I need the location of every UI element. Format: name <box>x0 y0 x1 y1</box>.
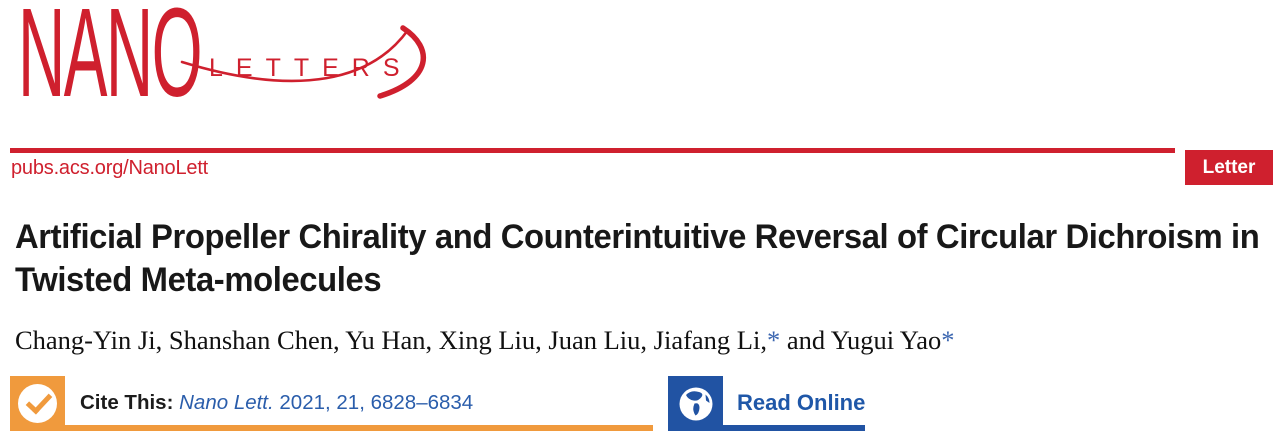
logo-nano-text: NANO <box>18 0 202 123</box>
read-online-button[interactable]: Read Online <box>737 390 866 415</box>
authors-text: Chang-Yin Ji, Shanshan Chen, Yu Han, Xing Liu, Juan Liu, Jiafang Li, <box>15 325 767 355</box>
globe-icon <box>676 384 716 424</box>
corresponding-author-asterisk: * <box>941 325 955 355</box>
logo-swoosh-icon <box>160 22 430 112</box>
logo-letters-text: LETTERS <box>209 54 413 82</box>
article-title: Artificial Propeller Chirality and Counterintuitive Reversal of Circular Dichroism in Twisted Meta-molecules <box>15 218 1260 300</box>
cite-journal-name[interactable]: Nano Lett. <box>179 391 274 414</box>
read-online-underline <box>668 425 865 431</box>
cite-this-icon-box[interactable] <box>10 376 65 431</box>
cite-citation-text[interactable]: 2021, 21, 6828–6834 <box>279 391 474 414</box>
article-type-badge: Letter <box>1185 150 1273 185</box>
nano-letters-logo <box>0 0 440 123</box>
cite-this[interactable] <box>80 390 473 416</box>
cite-this-label: Cite This: <box>80 391 174 414</box>
authors-text: and Yugui Yao <box>780 325 942 355</box>
corresponding-author-asterisk: * <box>766 325 781 355</box>
cite-this-underline <box>10 425 653 431</box>
read-online-icon-box[interactable] <box>668 376 723 431</box>
journal-url-link[interactable]: pubs.acs.org/NanoLett <box>11 157 209 179</box>
author-list <box>15 325 1265 356</box>
masthead-rule <box>10 148 1175 153</box>
check-circle-icon <box>18 384 57 423</box>
